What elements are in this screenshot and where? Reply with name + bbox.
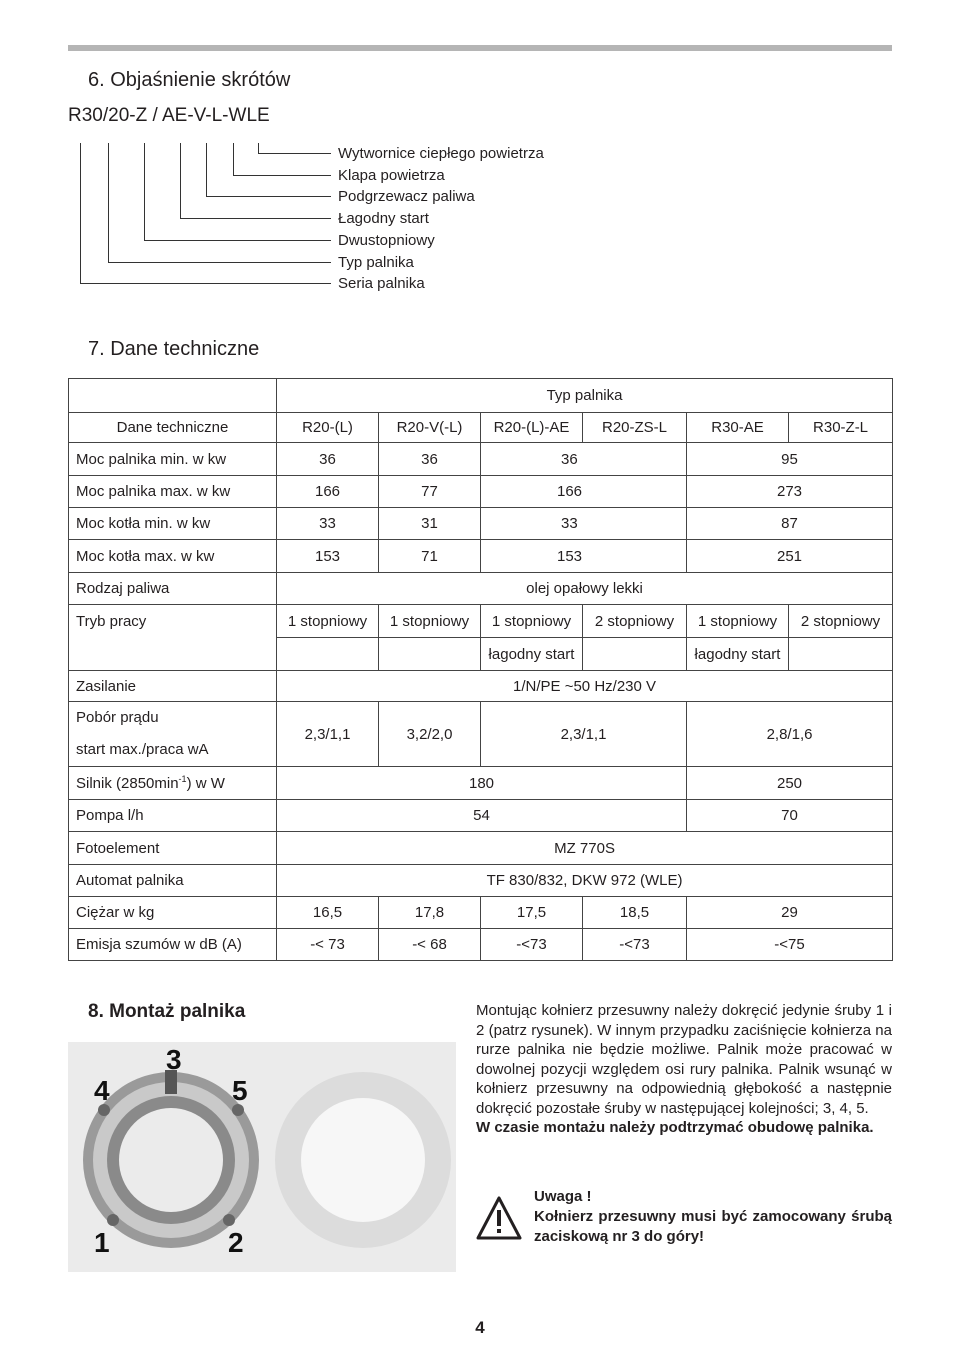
- cell: 2,3/1,1: [481, 702, 687, 767]
- model-header: R20-(L): [277, 413, 379, 443]
- table-row: [69, 413, 893, 443]
- cell: 2,8/1,6: [687, 702, 893, 767]
- cell: 1 stopniowy: [687, 605, 789, 638]
- cell: 1/N/PE ~50 Hz/230 V: [277, 671, 893, 702]
- legend-item: Typ palnika: [338, 253, 414, 271]
- cell: -<73: [481, 929, 583, 961]
- row-label: Tryb pracy: [69, 605, 277, 638]
- row-label: Moc kotła max. w kw: [69, 540, 277, 573]
- table-row: [69, 800, 893, 832]
- flange-illustration: [68, 1042, 456, 1272]
- table-row: [69, 897, 893, 929]
- row-label: Silnik $(2850\min^{-1})$ w W: [69, 767, 277, 800]
- cell: -<75: [687, 929, 893, 961]
- table-row: [69, 865, 893, 897]
- cell: 180: [277, 767, 687, 800]
- warning-icon: [476, 1196, 522, 1240]
- flange-photo: [68, 1042, 456, 1272]
- section-8-title: 8. Montaż palnika: [88, 1001, 246, 1022]
- legend-list: [338, 143, 544, 295]
- row-label: Ciężar w kg: [69, 897, 277, 929]
- cell: łagodny start: [481, 638, 583, 671]
- top-rule: [68, 45, 892, 51]
- row-label: Automat palnika: [69, 865, 277, 897]
- cell: 17,8: [379, 897, 481, 929]
- cell: TF 830/832, DKW 972 (WLE): [277, 865, 893, 897]
- model-header: R20-(L)-AE: [481, 413, 583, 443]
- table-row: [69, 508, 893, 540]
- cell: 70: [687, 800, 893, 832]
- section-7-title: 7. Dane techniczne: [88, 338, 260, 360]
- type-header: Typ palnika: [277, 379, 893, 413]
- row-label: Rodzaj paliwa: [69, 573, 277, 605]
- cell: -<73: [583, 929, 687, 961]
- cell: 71: [379, 540, 481, 573]
- cell: MZ 770S: [277, 832, 893, 865]
- cell: 2 stopniowy: [789, 605, 893, 638]
- cell: 153: [277, 540, 379, 573]
- screw-number-5: 5: [232, 1075, 248, 1106]
- legend-item: Łagodny start: [338, 210, 429, 228]
- cell: 251: [687, 540, 893, 573]
- legend-item: Podgrzewacz paliwa: [338, 188, 475, 206]
- technical-data-table: [68, 378, 893, 961]
- screw-number-2: 2: [228, 1227, 244, 1258]
- cell: 36: [481, 443, 687, 476]
- row-label: Moc kotła min. w kw: [69, 508, 277, 540]
- table-row: [69, 573, 893, 605]
- cell: łagodny start: [687, 638, 789, 671]
- cell: 87: [687, 508, 893, 540]
- warning-text: Kołnierz przesuwny musi być zamocowany śrubą zaciskową nr 3 do góry!: [534, 1208, 892, 1245]
- row-label: Moc palnika max. w kw: [69, 476, 277, 508]
- row-label: Fotoelement: [69, 832, 277, 865]
- legend-item: Wytwornice ciepłego powietrza: [338, 145, 544, 162]
- cell: 2,3/1,1: [277, 702, 379, 767]
- cell: 33: [277, 508, 379, 540]
- cell: 273: [687, 476, 893, 508]
- cell: 250: [687, 767, 893, 800]
- row-label: Emisja szumów w dB (A): [69, 929, 277, 961]
- row-label: Pobór prądu: [76, 709, 159, 726]
- table-row: [69, 443, 893, 476]
- screw-icon: [107, 1214, 119, 1226]
- row-label: start max./praca wA: [76, 741, 209, 758]
- legend-item: Klapa powietrza: [338, 166, 445, 184]
- model-header: R20-ZS-L: [583, 413, 687, 443]
- table-row: [69, 476, 893, 508]
- cell: 2 stopniowy: [583, 605, 687, 638]
- cell: 29: [687, 897, 893, 929]
- page-number: 4: [475, 1318, 485, 1337]
- row-label: Zasilanie: [69, 671, 277, 702]
- screw-number-4: 4: [94, 1075, 110, 1106]
- cell: 3,2/2,0: [379, 702, 481, 767]
- cell: 54: [277, 800, 687, 832]
- cell: 166: [277, 476, 379, 508]
- cell: 1 stopniowy: [379, 605, 481, 638]
- cell: 1 stopniowy: [481, 605, 583, 638]
- data-header: Dane techniczne: [69, 413, 277, 443]
- screw-number-1: 1: [94, 1227, 110, 1258]
- warning-block: [534, 1187, 892, 1247]
- cell: 95: [687, 443, 893, 476]
- warning-title: Uwaga !: [534, 1188, 592, 1205]
- table-row: [69, 671, 893, 702]
- cell: 31: [379, 508, 481, 540]
- legend-item: Dwustopniowy: [338, 231, 435, 249]
- table-row: [69, 638, 893, 671]
- model-header: R20-V(-L): [379, 413, 481, 443]
- cell: 1 stopniowy: [277, 605, 379, 638]
- cell: -< 68: [379, 929, 481, 961]
- cell: 77: [379, 476, 481, 508]
- instructions-text: Montując kołnierz przesuwny należy dokręcić jedynie śruby 1 i 2 (patrz rysunek). W innym przypadku zaciśnięcie kołnierza na rurze palnika nie będzie możliwe. Palnik może pracować w dowolnej pozycji względem osi rury palnika. Palnik wsunąć w kołnierz przesuwny na odpowiednią głębokość a następnie dokręcić pozostałe śruby w następującej kolejności; 3, 4, 5.: [476, 1002, 892, 1117]
- cell: 33: [481, 508, 687, 540]
- cell: 166: [481, 476, 687, 508]
- table-row: [69, 605, 893, 638]
- model-code: R30/20-Z / AE-V-L-WLE: [68, 105, 270, 126]
- cell: 153: [481, 540, 687, 573]
- section-6-title: 6. Objaśnienie skrótów: [88, 69, 291, 91]
- table-row: [69, 929, 893, 961]
- row-label: Pompa l/h: [69, 800, 277, 832]
- mounting-instructions: [476, 1001, 892, 1138]
- cell: 36: [277, 443, 379, 476]
- model-header: R30-Z-L: [789, 413, 893, 443]
- legend-item: Seria palnika: [338, 275, 425, 293]
- model-header: R30-AE: [687, 413, 789, 443]
- table-row: [69, 379, 893, 413]
- cell: 36: [379, 443, 481, 476]
- table-row: [69, 540, 893, 573]
- table-row: [69, 702, 893, 767]
- instructions-bold-note: W czasie montażu należy podtrzymać obudowę palnika.: [476, 1119, 874, 1136]
- row-label: Moc palnika min. w kw: [69, 443, 277, 476]
- cell: 17,5: [481, 897, 583, 929]
- cell: 16,5: [277, 897, 379, 929]
- screw-icon: [223, 1214, 235, 1226]
- cell: 18,5: [583, 897, 687, 929]
- screw-number-3: 3: [166, 1044, 182, 1075]
- table-row: [69, 767, 893, 800]
- table-row: [69, 832, 893, 865]
- cell: olej opałowy lekki: [277, 573, 893, 605]
- cell: -< 73: [277, 929, 379, 961]
